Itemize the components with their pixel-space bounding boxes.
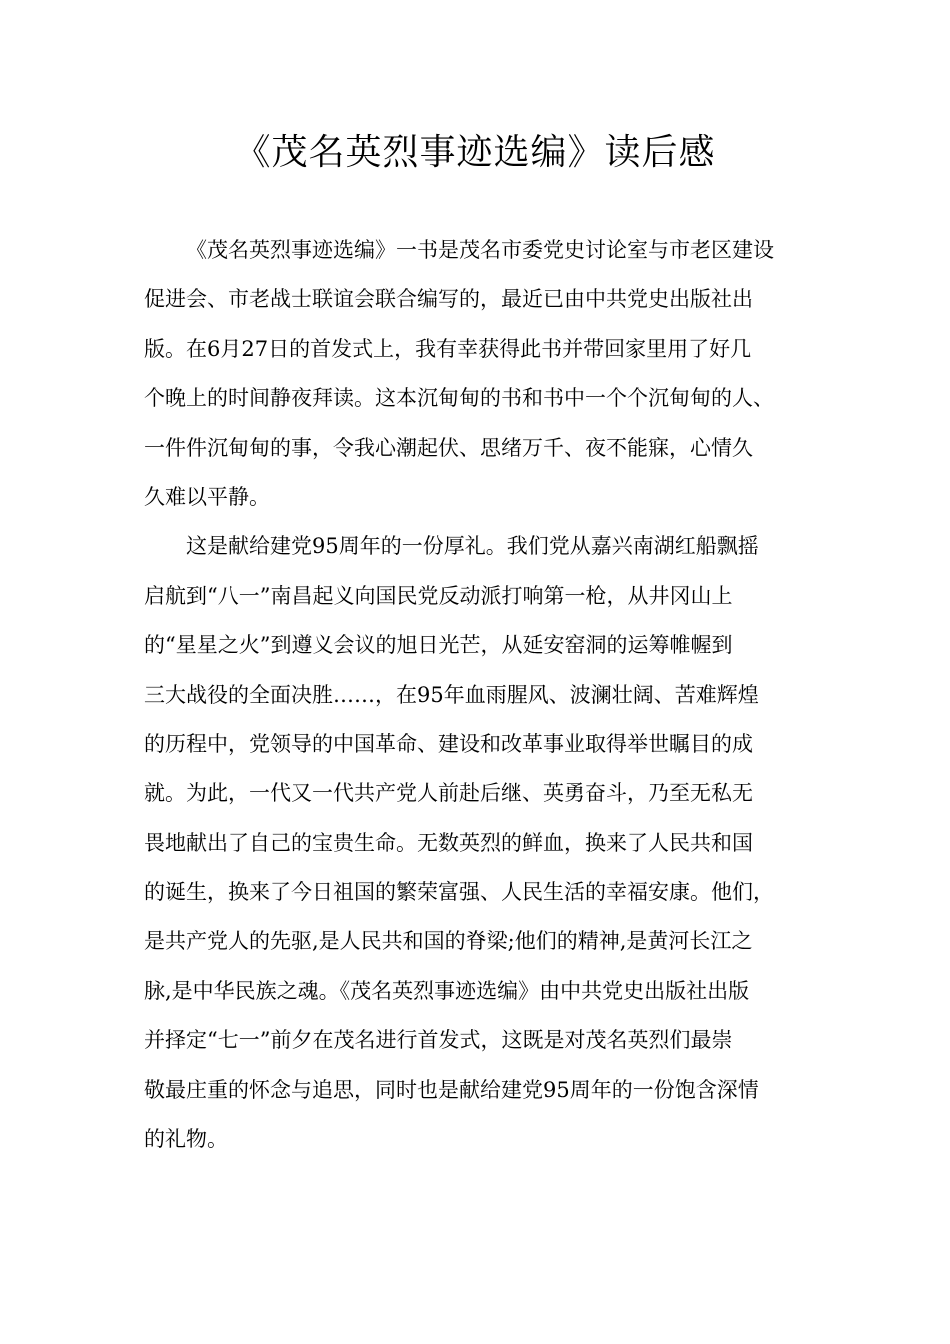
paragraph-line: 三大战役的全面决胜……，在95年血雨腥风、波澜壮阔、苦难辉煌	[144, 682, 759, 707]
paragraph-line: 的“星星之火”到遵义会议的旭日光芒，从延安窑洞的运筹帷幄到	[144, 633, 733, 658]
paragraph-line: 并择定“七一”前夕在茂名进行首发式，这既是对茂名英烈们最崇	[144, 1028, 733, 1053]
paragraph-line: 敬最庄重的怀念与追思，同时也是献给建党95周年的一份饱含深情	[144, 1077, 759, 1102]
paragraph-line: 一件件沉甸甸的事，令我心潮起伏、思绪万千、夜不能寐，心情久	[144, 435, 753, 460]
paragraph-line: 促进会、市老战士联谊会联合编写的，最近已由中共党史出版社出	[144, 287, 753, 312]
paragraph-line: 的历程中，党领导的中国革命、建设和改革事业取得举世瞩目的成	[144, 731, 753, 756]
paragraph-line: 是共产党人的先驱,是人民共和国的脊梁;他们的精神,是黄河长江之	[144, 929, 753, 954]
paragraph-line: 《茂名英烈事迹选编》一书是茂名市委党史讨论室与市老区建设	[186, 238, 774, 262]
document-title: 《茂名英烈事迹选编》读后感	[234, 132, 716, 173]
paragraph-line: 就。为此，一代又一代共产党人前赴后继、英勇奋斗，乃至无私无	[144, 781, 753, 806]
paragraph-line: 的诞生，换来了今日祖国的繁荣富强、人民生活的幸福安康。他们，	[144, 880, 774, 905]
paragraph-line: 脉,是中华民族之魂。《茂名英烈事迹选编》由中共党史出版社出版	[144, 978, 750, 1003]
paragraph-line: 久难以平静。	[144, 484, 270, 509]
paragraph-line: 这是献给建党95周年的一份厚礼。我们党从嘉兴南湖红船飘摇	[186, 534, 759, 559]
paragraph-line: 畏地献出了自己的宝贵生命。无数英烈的鲜血，换来了人民共和国	[144, 830, 753, 855]
paragraph-line: 版。在6月27日的首发式上，我有幸获得此书并带回家里用了好几	[144, 336, 752, 361]
paragraph-line: 个晚上的时间静夜拜读。这本沉甸甸的书和书中一个个沉甸甸的人、	[144, 386, 774, 411]
paragraph-line: 启航到“八一”南昌起义向国民党反动派打响第一枪，从井冈山上	[144, 583, 733, 608]
document-body	[144, 226, 812, 1164]
paragraph-line: 的礼物。	[144, 1127, 228, 1152]
paragraph-2	[144, 522, 812, 1164]
paragraph-1	[144, 226, 812, 522]
